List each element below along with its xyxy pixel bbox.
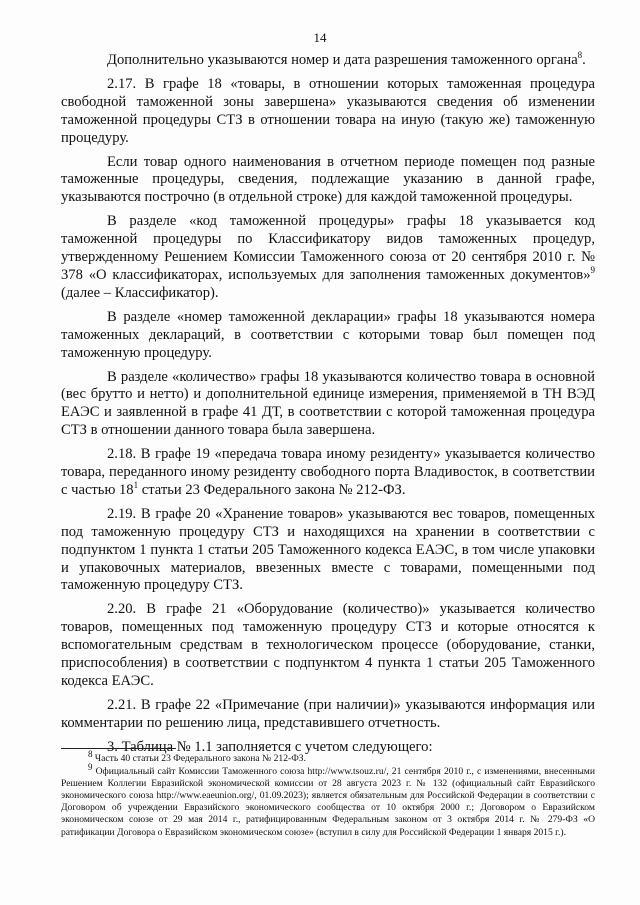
paragraph: 2.21. В графе 22 «Примечание (при наличии)» указываются информация или комментарии по решению лица, представившего отчетность. xyxy=(61,696,595,731)
page-number: 14 xyxy=(313,30,327,45)
body-text xyxy=(61,52,595,763)
paragraph: В разделе «номер таможенной декларации» графы 18 указываются номера таможенных деклараций, в соответствии с которыми товар был помещен под таможенную процедуру. xyxy=(61,308,595,361)
footnotes xyxy=(61,748,595,840)
paragraph: В разделе «количество» графы 18 указываются количество товара в основной (вес брутто и нетто) и дополнительной единице измерения, применяемой в ТН ВЭД ЕАЭС и заявленной в графе 41 ДТ, в соответствии с которой таможенная процедура СТЗ в отношении данного товара была завершена. xyxy=(61,368,595,439)
paragraph: В разделе «код таможенной процедуры» графы 18 указывается код таможенной процедуры по Классификатору видов таможенных процедур, утвержденному Решением Комиссии Таможенного союза от 20 сентября 2010 г. № 378 «О классификаторах, используемых для заполнения таможенных документов»$^9$ (далее – Классификатор). xyxy=(61,213,595,301)
footnote-separator xyxy=(61,748,176,749)
paragraph: Если товар одного наименования в отчетном периоде помещен под разные таможенные процедуры, сведения, подлежащие указанию в данной графе, указываются построчно (в отдельной строке) для каждой таможенной процедуры. xyxy=(61,153,595,206)
paragraph: 2.18. В графе 19 «передача товара иному резиденту» указывается количество товара, переданного иному резиденту свободного порта Владивосток, в соответствии с частью $18^1$ статьи 23 Федерального закона № 212-ФЗ. xyxy=(61,446,595,498)
paragraph: 2.19. В графе 20 «Хранение товаров» указываются вес товаров, помещенных под таможенную процедуру СТЗ и находящихся на хранении в соответствии с подпунктом 1 пункта 1 статьи 205 Таможенного кодекса ЕАЭС, в том числе упаковки и упаковочных материалов, ввезенных вместе с товарами, помещенными под таможенную процедуру СТЗ. xyxy=(61,505,595,594)
paragraph: 2.17. В графе 18 «товары, в отношении которых таможенная процедура свободной таможенной зоны завершена» указываются сведения об изменении таможенной процедуры СТЗ в отношении товара на иную (такую же) таможенную процедуру. xyxy=(61,75,595,146)
paragraph: 3. Таблица № 1.1 заполняется с учетом следующего: xyxy=(107,738,433,755)
footnote: $^9$ Официальный сайт Комиссии Таможенного союза http://www.tsouz.ru/, 21 сентября 2010 г., с изменениями, внесенными Решением Коллегии Евразийской экономической комиссии от 28 августа 2023 г. № 132 (официальный сайт Евразийского экономического союза http://www.eaeunion.org/, 01.09.2023); является обязательным для Российской Федерации в соответствии с Договором об учреждении Евразийского экономического сообщества от 10 октября 2000 г.; Договором о Евразийском экономическом союзе от 29 мая 2014 г., ратифицированным Федеральным законом от 3 октября 2014 г. № 279-ФЗ «О ратификации Договора о Евразийском экономическом союзе» (вступил в силу для Российской Федерации 1 января 2015 г.). xyxy=(61,761,595,838)
paragraph: 2.20. В графе 21 «Оборудование (количество)» указывается количество товаров, помещенных под таможенную процедуру СТЗ и которые относятся к вспомогательным средствам в технологическом процессе (оборудование, станки, приспособления) в соответствии с подпунктом 4 пункта 1 статьи 205 Таможенного кодекса ЕАЭС. xyxy=(61,601,595,689)
paragraph: Дополнительно указываются номер и дата разрешения таможенного органа$^8$. xyxy=(107,50,586,68)
footnote: $^8$ Часть 40 статьи 23 Федерального закона № 212-ФЗ. xyxy=(88,748,306,764)
